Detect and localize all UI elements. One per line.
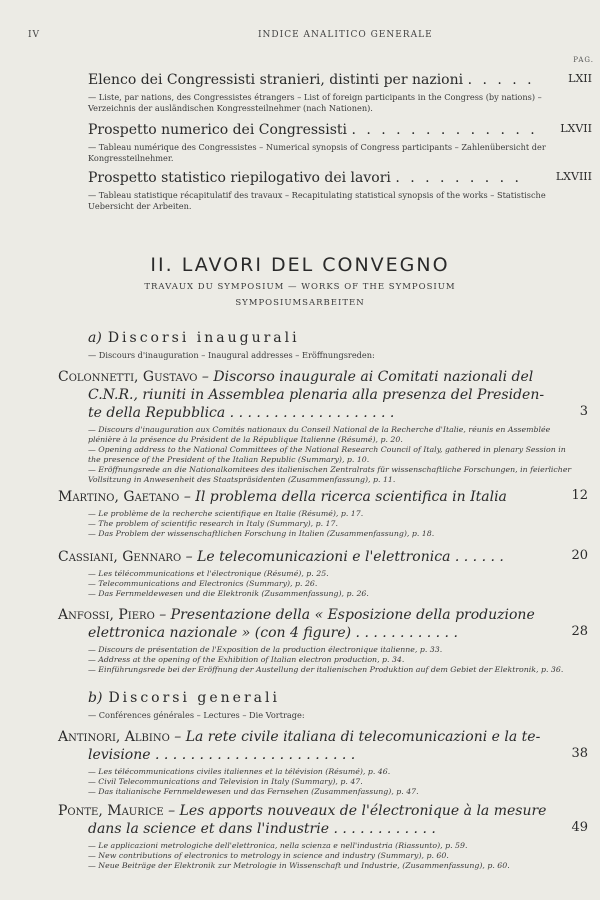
subsection-heading: a) Discorsi inaugurali [88,330,300,346]
work-author: Martino, Gaetano [58,489,180,505]
work-note: — New contributions of electronics to metrology in science and industry (Summary), p. 60. [88,851,449,860]
subsection-note: — Conférences générales – Lectures – Die Vortrage: [88,710,305,720]
work-entry: Colonnetti, Gustavo – Discorso inaugurale ai Comitati nazionali del C.N.R., riuniti in Assemblea plenaria alla presenza del Presiden- te della Repubblica . . . . . . . . . . . . . . . . . . . 3 — Discours d'inauguration aux Comités nationaux du Conseil National de la Recherche d'Italie, réunis en Assemblée plénière à la présence du Président de la République Italienne (Résumé), p. 20. — Opening address to the National Committees of the National Research Council of Italy, gathered in plenary Session in the presence of the President of the Italian Republic (Summary), p. 10. — Eröffnungsrede an die Nationalkomitees des italienischen Zentralrats für wissenschaftliche Forschungen, in feierlicher Vollsitzung in Anwesenheit des Staatspräsidenten (Zusammenfassung), p. 11. [58,369,588,484]
subsection-heading: b) Discorsi generali [88,690,280,706]
work-author: Anfossi, Piero [58,607,155,623]
work-title: – Le telecomunicazioni e l'elettronica . . . . . . [181,549,504,565]
section-title: II. LAVORI DEL CONVEGNO [150,254,450,276]
work-note: — Telecommunications and Electronics (Summary), p. 26. [88,579,318,588]
section-subtitle: SYMPOSIUMSARBEITEN [235,298,365,308]
work-author: Colonnetti, Gustavo [58,369,198,385]
work-note: — Le problème de la recherche scientifique en Italie (Résumé), p. 17. [88,509,364,518]
work-page: 28 [571,624,588,639]
toc-entry: Prospetto statistico riepilogativo dei lavori . . . . . . . . . LXVIII — Tableau statistique récapitulatif des travaux – Recapitulating statistical synopsis of the works – Statistische Uebersicht der Arbeiten. [88,170,592,211]
work-page: 38 [571,746,588,761]
work-title: – Il problema della ricerca scientifica in Italia [179,489,507,505]
work-note: — Opening address to the National Committees of the National Research Council of Italy, gathered in plenary Session in the presence of the President of the Italian Republic (Summary), p. 10. [88,445,566,464]
running-title: INDICE ANALITICO GENERALE [258,30,433,40]
work-note: — Eröffnungsrede an die Nationalkomitees des italienischen Zentralrats für wissenschaftliche Forschungen, in feierlicher Vollsitzung in Anwesenheit des Staatspräsidenten (Zusammenfassung), p. 11. [88,465,572,484]
work-entry: Anfossi, Piero – Presentazione della « Esposizione della produzione elettronica nazionale » (con 4 figure) . . . . . . . . . . . . 28 — Discours de présentation de l'Exposition de la production électronique italienne, p. 33. — Address at the opening of the Exhibition of Italian electron production, p. 34. — Einführungsrede bei der Eröffnung der Austellung der italienischen Produktion auf dem Gebiet der Elektronik, p. 36. [58,607,588,674]
work-title: – Les apports nouveaux de l'électronique à la mesure [163,803,547,819]
work-note: — Das Problem der wissenschaftlichen Forschung in Italien (Zusammenfassung), p. 18. [88,529,435,538]
work-page: 20 [571,548,588,563]
work-author: Antinori, Albino [58,729,170,745]
entry-page: LXVII [560,122,592,135]
entry-page: LXVIII [555,170,592,183]
subsection-note: — Discours d'inauguration – Inaugural addresses – Eröffnungsreden: [88,350,375,360]
work-note: — Das italianische Fernmeldewesen und das Fernsehen (Zusammenfassung), p. 47. [88,787,419,796]
toc-entry: Elenco dei Congressisti stranieri, distinti per nazioni . . . . . LXII — Liste, par nations, des Congressistes étrangers – List of foreign participants in the Congress (by nations) – Verzeichnis der ausländischen Kongressteilnehmer (nach Nationen). [88,72,592,113]
work-note: — Neue Beiträge der Elektronik zur Metrologie in Wissenschaft und Industrie, (Zusammenfassung), p. 60. [88,861,510,870]
work-entry: Ponte, Maurice – Les apports nouveaux de l'électronique à la mesure dans la science et dans l'industrie . . . . . . . . . . . . 49 — Le applicazioni metrologiche dell'elettronica, nella scienza e nell'industria (Riassunto), p. 59. — New contributions of electronics to metrology in science and industry (Summary), p. 60. — Neue Beiträge der Elektronik zur Metrologie in Wissenschaft und Industrie, (Zusammenfassung), p. 60. [58,803,588,870]
entry-note: — Tableau statistique récapitulatif des travaux – Recapitulating statistical synopsis of the works – Statistische Uebersicht der Arbeiten. [88,190,546,211]
work-note: — Le applicazioni metrologiche dell'elettronica, nella scienza e nell'industria (Riassunto), p. 59. [88,841,468,850]
work-page: 3 [579,404,588,419]
work-note: — Discours de présentation de l'Exposition de la production électronique italienne, p. 33. [88,645,443,654]
pag-label: PAG. [573,56,594,64]
work-note: — Les télécommunications civiles italiennes et la télévision (Résumé), p. 46. [88,767,391,776]
work-note: — Einführungsrede bei der Eröffnung der Austellung der italienischen Produktion auf dem Gebiet der Elektronik, p. 36. [88,665,564,674]
page-number: IV [28,30,41,40]
entry-title: Prospetto statistico riepilogativo dei lavori [88,170,391,186]
work-author: Ponte, Maurice [58,803,164,819]
work-note: — Address at the opening of the Exhibition of Italian electron production, p. 34. [88,655,405,664]
work-entry: Antinori, Albino – La rete civile italiana di telecomunicazioni e la te- levisione . . . . . . . . . . . . . . . . . . . . . . . 38 — Les télécommunications civiles italiennes et la télévision (Résumé), p. 46. — Civil Telecommunications and Television in Italy (Summary), p. 47. — Das italianische Fernmeldewesen und das Fernsehen (Zusammenfassung), p. 47. [58,729,588,796]
work-note: — Civil Telecommunications and Television in Italy (Summary), p. 47. [88,777,363,786]
entry-note: — Liste, par nations, des Congressistes étrangers – List of foreign participants in the Congress (by nations) – Verzeichnis der ausländischen Kongressteilnehmer (nach Nationen). [88,92,542,113]
entry-page: LXII [568,72,592,85]
section-subtitle: TRAVAUX DU SYMPOSIUM — WORKS OF THE SYMPOSIUM [144,282,456,292]
work-entry [58,488,592,539]
work-note: — Discours d'inauguration aux Comités nationaux du Conseil National de la Recherche d'Italie, réunis en Assemblée plénière à la présence du Président de la République Italienne (Résumé), p. 20. [88,425,551,444]
work-entry [58,548,592,599]
work-author: Cassiani, Gennaro [58,549,182,565]
entry-title: Prospetto numerico dei Congressisti [88,122,347,138]
work-note: — The problem of scientific research in Italy (Summary), p. 17. [88,519,338,528]
work-title: – La rete civile italiana di telecomunicazioni e la te- [169,729,541,745]
entry-title: Elenco dei Congressisti stranieri, distinti per nazioni [88,72,464,88]
work-note: — Les télécommunications et l'électronique (Résumé), p. 25. [88,569,329,578]
work-title: – Presentazione della « Esposizione della produzione [154,607,535,623]
work-page: 49 [571,820,588,835]
toc-entry: Prospetto numerico dei Congressisti . . . . . . . . . . . . . LXVII — Tableau numérique des Congressistes – Numerical synopsis of Congress participants – Zahlenübersicht der Kongressteilnehmer. [88,122,592,163]
work-note: — Das Fernmeldewesen und die Elektronik (Zusammenfassung), p. 26. [88,589,369,598]
work-title: – Discorso inaugurale ai Comitati nazionali del [197,369,534,385]
entry-note: — Tableau numérique des Congressistes – Numerical synopsis of Congress participants – Zahlenübersicht der Kongressteilnehmer. [88,142,546,163]
work-page: 12 [571,488,588,503]
